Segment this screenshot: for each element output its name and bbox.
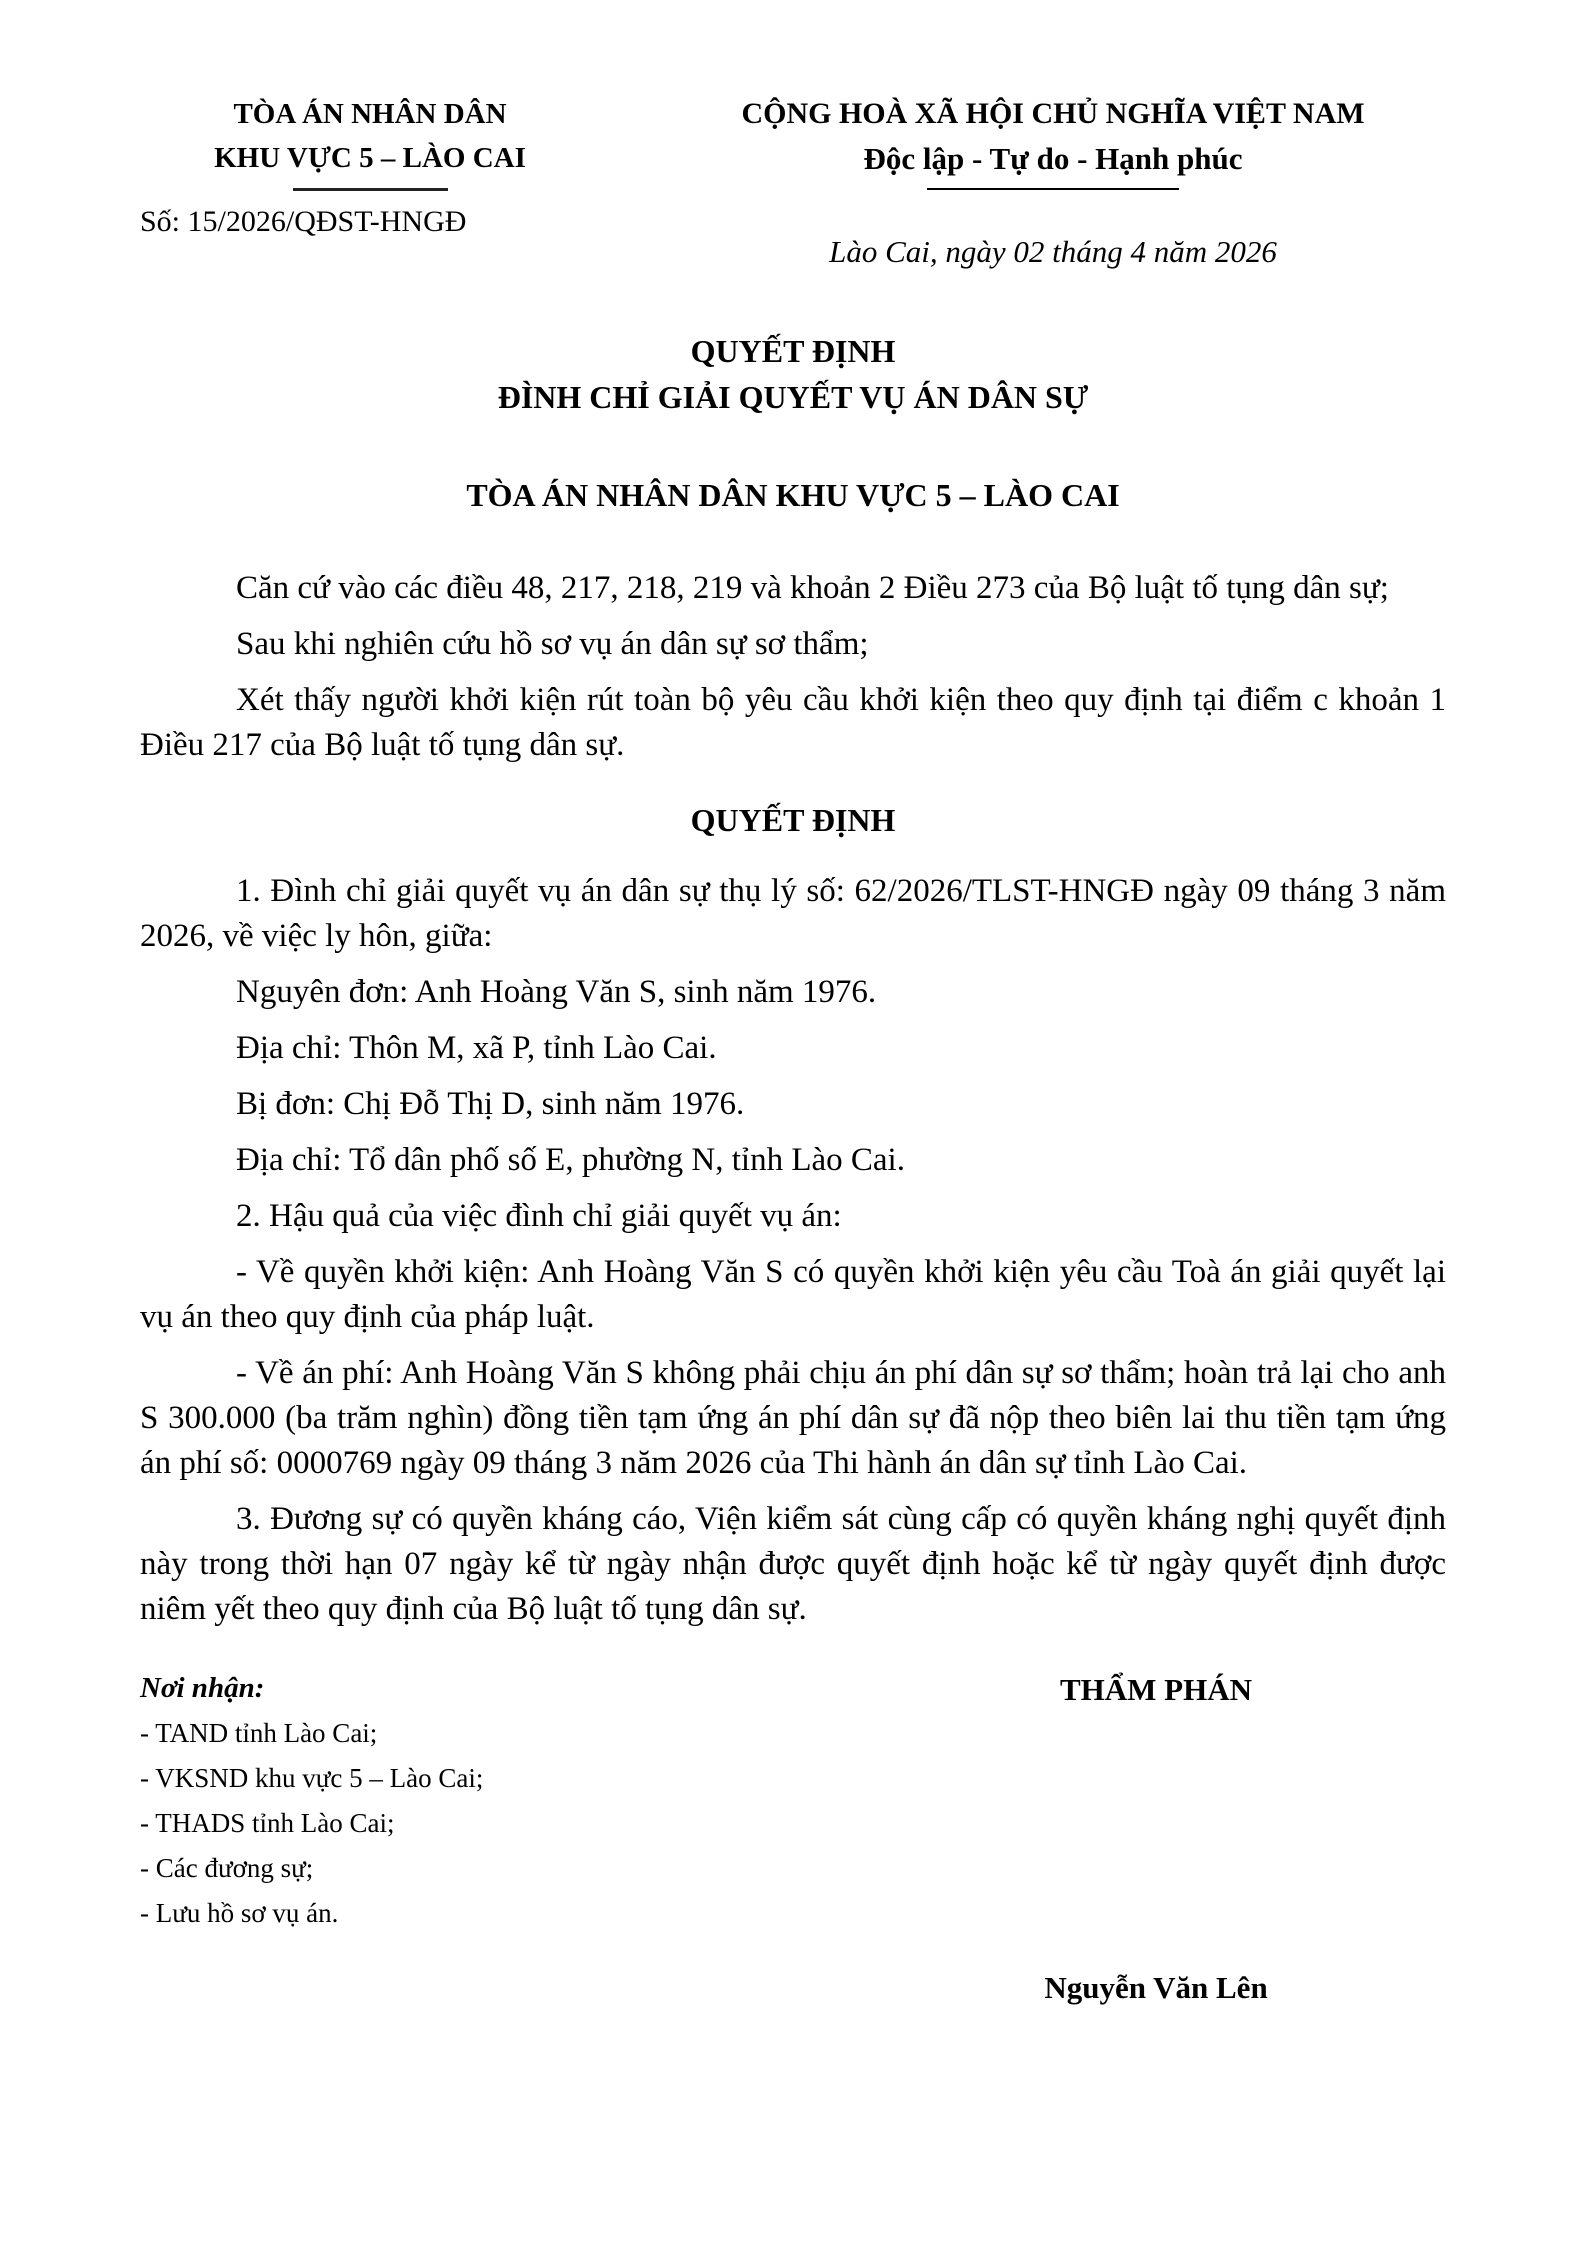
document-number: Số: 15/2026/QĐST-HNGĐ — [140, 205, 467, 238]
body-paragraph: - Về án phí: Anh Hoàng Văn S không phải chịu án phí dân sự sơ thẩm; hoàn trả lại cho anh S 300.000 (ba trăm nghìn) đồng tiền tạm ứng án phí dân sự đã nộp theo biên lai thu tiền tạm ứng án phí số: 0000769 ngày 09 tháng 3 năm 2026 của Thi hành án dân sự tỉnh Lào Cai. — [140, 1355, 1446, 1481]
national-header-block — [600, 92, 1446, 270]
decision-subtitle: ĐÌNH CHỈ GIẢI QUYẾT VỤ ÁN DÂN SỰ — [497, 379, 1089, 415]
recipient-item: - THADS tỉnh Lào Cai; — [140, 1808, 395, 1838]
recipient-item: - Lưu hồ sơ vụ án. — [140, 1898, 339, 1928]
body-paragraph: 3. Đương sự có quyền kháng cáo, Viện kiểm sát cùng cấp có quyền kháng nghị quyết định này trong thời hạn 07 ngày kể từ ngày nhận được quyết định hoặc kể từ ngày quyết định được niêm yết theo quy định của Bộ luật tố tụng dân sự. — [140, 1501, 1446, 1627]
judge-name: Nguyễn Văn Lên — [1044, 1970, 1268, 2005]
recipient-item: - Các đương sự; — [140, 1853, 314, 1883]
national-motto: Độc lập - Tự do - Hạnh phúc — [863, 141, 1243, 176]
body-paragraph: 1. Đình chỉ giải quyết vụ án dân sự thụ lý số: 62/2026/TLST-HNGĐ ngày 09 tháng 3 năm 2026, về việc ly hôn, giữa: — [140, 873, 1446, 954]
preamble-paragraph: Căn cứ vào các điều 48, 217, 218, 219 và khoản 2 Điều 273 của Bộ luật tố tụng dân sự; — [236, 570, 1389, 606]
recipient-item: - TAND tỉnh Lào Cai; — [140, 1718, 378, 1748]
document-footer — [140, 1672, 1446, 2006]
recipients-label: Nơi nhận: — [140, 1672, 265, 1704]
issuing-court-block — [140, 92, 600, 239]
body-paragraph: Địa chỉ: Thôn M, xã P, tỉnh Lào Cai. — [236, 1030, 717, 1066]
body-paragraph: - Về quyền khởi kiện: Anh Hoàng Văn S có quyền khởi kiện yêu cầu Toà án giải quyết lại vụ án theo quy định của pháp luật. — [140, 1254, 1446, 1335]
recipients-block — [140, 1672, 921, 1936]
judge-title: THẨM PHÁN — [1059, 1672, 1252, 1707]
header-right-divider — [927, 188, 1179, 190]
preamble-paragraph: Sau khi nghiên cứu hồ sơ vụ án dân sự sơ thẩm; — [236, 626, 869, 662]
national-title: CỘNG HOÀ XÃ HỘI CHỦ NGHĨA VIỆT NAM — [741, 97, 1365, 130]
document-body — [140, 566, 1446, 1632]
place-date-line: Lào Cai, ngày 02 tháng 4 năm 2026 — [829, 234, 1277, 269]
body-paragraph: Bị đơn: Chị Đỗ Thị D, sinh năm 1976. — [236, 1086, 745, 1122]
court-name-line2: KHU VỰC 5 – LÀO CAI — [214, 142, 526, 174]
body-paragraph: 2. Hậu quả của việc đình chỉ giải quyết vụ án: — [236, 1198, 842, 1234]
recipient-item: - VKSND khu vực 5 – Lào Cai; — [140, 1763, 484, 1793]
header-left-divider — [293, 188, 448, 191]
decision-section-heading: QUYẾT ĐỊNH — [690, 802, 896, 838]
preamble-paragraph: Xét thấy người khởi kiện rút toàn bộ yêu cầu khởi kiện theo quy định tại điểm c khoản 1 Điều 217 của Bộ luật tố tụng dân sự. — [140, 682, 1446, 763]
body-paragraph: Nguyên đơn: Anh Hoàng Văn S, sinh năm 1976. — [236, 974, 877, 1010]
signature-block — [921, 1672, 1391, 2006]
court-name-line1: TÒA ÁN NHÂN DÂN — [233, 98, 507, 130]
decision-title: QUYẾT ĐỊNH — [690, 333, 896, 369]
deciding-court-name: TÒA ÁN NHÂN DÂN KHU VỰC 5 – LÀO CAI — [466, 477, 1120, 513]
document-header — [140, 92, 1446, 270]
body-paragraph: Địa chỉ: Tổ dân phố số E, phường N, tỉnh Lào Cai. — [236, 1142, 905, 1178]
document-title-block — [140, 328, 1446, 518]
